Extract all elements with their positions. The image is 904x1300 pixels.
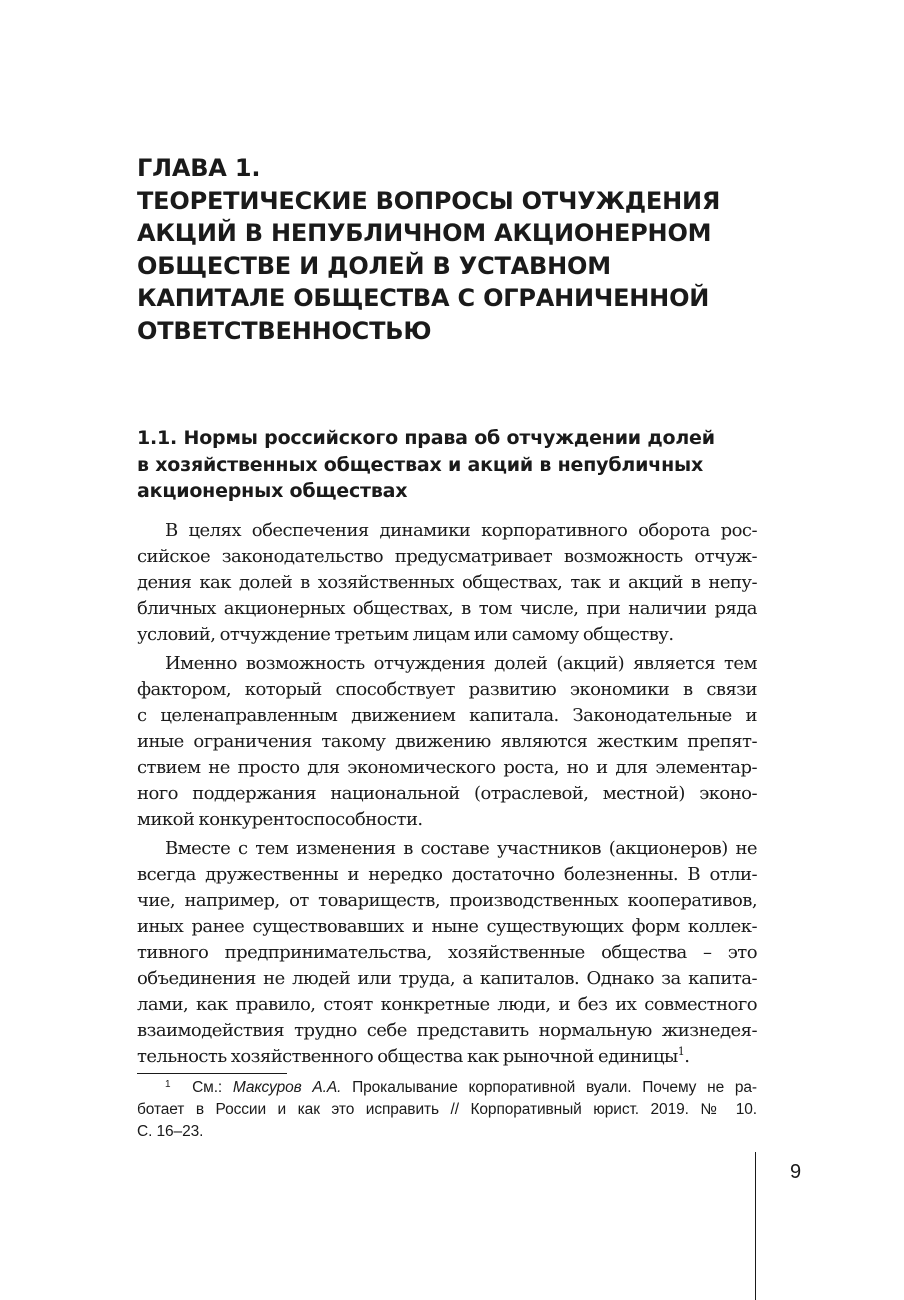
paragraph [137, 836, 757, 1070]
chapter-title-line: АКЦИЙ В НЕПУБЛИЧНОМ АКЦИОНЕРНОМ [137, 219, 712, 247]
text-line: В целях обеспечения динамики корпоративного оборота рос- [165, 520, 757, 541]
footnote [137, 1077, 757, 1143]
chapter-title [137, 152, 777, 347]
paragraph [137, 651, 757, 833]
chapter-title-line: ОТВЕТСТВЕННОСТЬЮ [137, 316, 432, 345]
footnote-divider [137, 1073, 287, 1074]
body-text [137, 518, 757, 1073]
footnote-author: Максуров А.А. [232, 1079, 342, 1096]
text-line: дения как долей в хозяйственных обществах, так и акций в непу- [137, 572, 757, 593]
footnote-marker: 1 [165, 1079, 171, 1090]
chapter-title-line: ТЕОРЕТИЧЕСКИЕ ВОПРОСЫ ОТЧУЖДЕНИЯ [137, 186, 721, 215]
footnote-title: Прокалывание корпоративной вуали. Почему не ра- [341, 1079, 757, 1096]
text-line: ствием не просто для экономического роста, но и для элементар- [137, 757, 757, 778]
text-line: бличных акционерных обществах, в том числе, при наличии ряда [137, 598, 757, 619]
text-line: тивного предпринимательства, хозяйственные общества – это [137, 942, 757, 963]
text-line: условий, отчуждение третьим лицам или самому обществу. [137, 624, 674, 645]
chapter-title-line: КАПИТАЛЕ ОБЩЕСТВА С ОГРАНИЧЕННОЙ [137, 284, 710, 312]
chapter-title-line: ОБЩЕСТВЕ И ДОЛЕЙ В УСТАВНОМ [137, 251, 611, 280]
text-line: лами, как правило, стоят конкретные люди, и без их совместного [137, 994, 757, 1015]
text-line: Именно возможность отчуждения долей (акций) является тем [165, 653, 757, 674]
text-line: чие, например, от товариществ, производственных кооперативов, [137, 890, 757, 911]
footnote-reference[interactable]: 1 [677, 1045, 685, 1058]
section-title-line: в хозяйственных обществах и акций в непубличных [137, 453, 704, 476]
footnote-prefix: См.: [192, 1079, 233, 1096]
page-margin-rule [755, 1152, 756, 1300]
text-line-content: тельность хозяйственного общества как рыночной единицы [137, 1046, 678, 1067]
text-line: фактором, который способствует развитию экономики в связи [137, 679, 757, 700]
section-title [137, 425, 777, 505]
section-title-line: 1.1. Нормы российского права об отчуждении долей [137, 427, 715, 449]
paragraph [137, 518, 757, 648]
text-line: объединения не людей или труда, а капиталов. Однако за капита- [137, 968, 757, 989]
text-line [137, 1044, 757, 1070]
text-line: всегда дружественны и нередко достаточно болезненны. В отли- [137, 864, 757, 885]
chapter-title-line: ГЛАВА 1. [137, 154, 261, 182]
text-line: ного поддержания национальной (отраслевой, местной) эконо- [137, 783, 757, 804]
sentence-end: . [684, 1046, 690, 1067]
footnote-line [137, 1077, 757, 1099]
text-line: иных ранее существовавших и ныне существующих форм коллек- [137, 916, 757, 937]
text-line: иные ограничения такому движению являются жестким препят- [137, 731, 757, 752]
text-line: взаимодействия трудно себе представить нормальную жизнедея- [137, 1020, 757, 1041]
footnote-line: ботает в России и как это исправить // Корпоративный юрист. 2019. № 10. [137, 1101, 757, 1118]
text-line: микой конкурентоспособности. [137, 809, 423, 830]
footnote-line: С. 16–23. [137, 1123, 204, 1140]
text-line: Вместе с тем изменения в составе участников (акционеров) не [165, 838, 757, 859]
text-line: сийское законодательство предусматривает возможность отчуж- [137, 546, 757, 567]
text-line: с целенаправленным движением капитала. Законодательные и [137, 705, 757, 726]
page-number: 9 [790, 1161, 802, 1183]
section-title-line: акционерных обществах [137, 480, 408, 502]
